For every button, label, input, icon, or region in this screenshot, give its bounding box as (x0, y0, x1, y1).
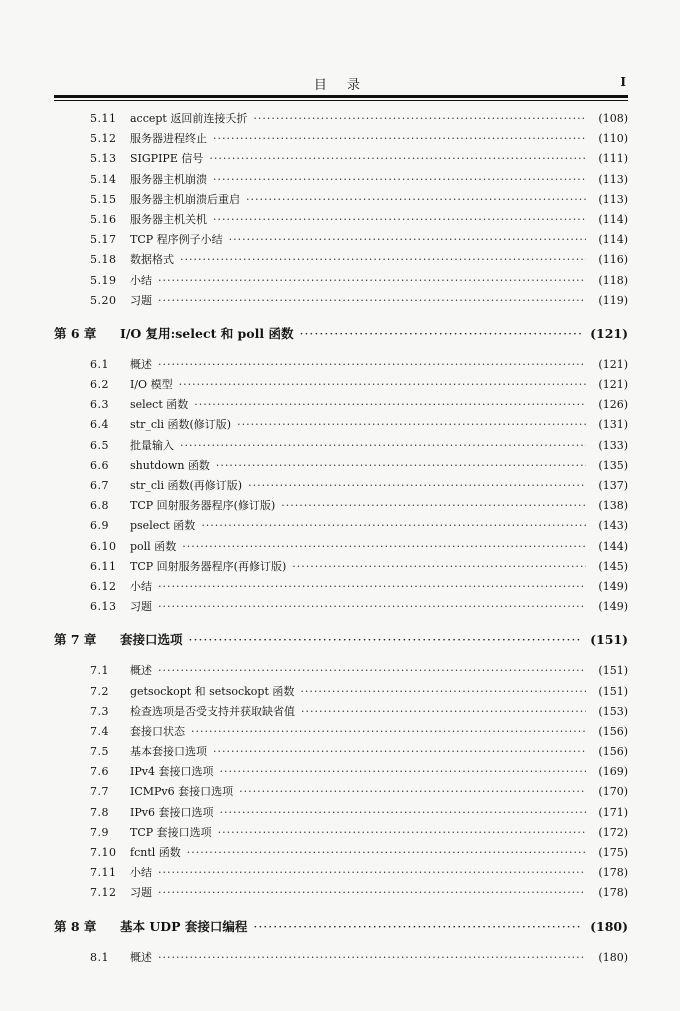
section-title: select 函数 (130, 398, 189, 412)
section-page: (118) (598, 273, 628, 287)
section-page: (180) (598, 950, 628, 964)
toc-section-entry (54, 558, 628, 578)
leader-dots (301, 705, 586, 718)
chapter-title: 基本 UDP 套接口编程 (120, 918, 248, 934)
toc-section-entry (54, 578, 628, 598)
leader-dots (158, 580, 586, 593)
toc-section-entry (54, 864, 628, 884)
leader-dots (179, 378, 586, 391)
section-number: 8.1 (90, 950, 109, 964)
section-number: 7.8 (90, 805, 109, 819)
section-page: (151) (598, 664, 628, 678)
section-page: (137) (598, 479, 628, 492)
section-number: 7.4 (90, 724, 109, 738)
section-page: (151) (598, 684, 628, 698)
toc-section-entry (54, 824, 628, 844)
section-title: 习题 (130, 886, 152, 900)
section-number: 7.2 (90, 684, 109, 698)
section-number: 6.1 (90, 357, 109, 371)
toc-section-entry (54, 497, 628, 517)
section-title: 概述 (130, 664, 152, 678)
leader-dots (180, 253, 586, 266)
section-page: (113) (598, 192, 628, 206)
section-number: 7.1 (90, 664, 109, 678)
section-number: 5.12 (90, 132, 117, 146)
section-number: 5.13 (90, 152, 117, 166)
section-number: 7.5 (90, 745, 109, 759)
section-number: 6.11 (90, 559, 117, 573)
section-title: 小结 (130, 866, 152, 880)
section-number: 5.16 (90, 212, 117, 226)
toc-section-entry (54, 437, 628, 457)
section-title: poll 函数 (130, 539, 177, 553)
section-page: (156) (598, 724, 628, 738)
toc-section-entry (54, 763, 628, 783)
leader-dots (158, 664, 586, 677)
section-title: 套接口状态 (130, 724, 185, 738)
section-number: 6.10 (90, 539, 117, 553)
leader-dots (248, 479, 586, 492)
section-number: 5.17 (90, 233, 117, 247)
leader-dots (300, 685, 586, 698)
section-page: (145) (598, 559, 628, 573)
toc-section-entry (54, 130, 628, 150)
toc-section-entry (54, 356, 628, 376)
toc-section-entry (54, 416, 628, 436)
section-page: (175) (598, 846, 628, 859)
section-page: (172) (598, 825, 628, 839)
leader-dots (191, 725, 586, 738)
section-page: (153) (598, 704, 628, 718)
chapter-number: 第 8 章 (54, 918, 97, 934)
section-page: (170) (598, 785, 628, 799)
section-number: 5.19 (90, 273, 117, 287)
section-title: accept 返回前连接夭折 (130, 112, 248, 125)
section-title: 服务器主机崩溃 (130, 172, 207, 186)
toc-chapter-entry (54, 324, 628, 344)
leader-dots (158, 358, 586, 371)
toc-chapter-entry (54, 630, 628, 650)
section-title: TCP 回射服务器程序(再修订版) (130, 559, 287, 573)
leader-dots (213, 745, 586, 758)
section-page: (111) (598, 152, 628, 166)
section-title: shutdown 函数 (130, 458, 210, 472)
leader-dots (158, 886, 586, 899)
chapter-title: I/O 复用:select 和 poll 函数 (120, 325, 294, 341)
leader-dots (216, 459, 586, 472)
section-page: (143) (598, 519, 628, 533)
section-title: 习题 (130, 600, 152, 614)
section-title: 基本套接口选项 (130, 745, 207, 759)
leader-dots (158, 274, 586, 287)
page-number: I (620, 75, 626, 89)
leader-dots (201, 519, 586, 532)
section-title: 小结 (130, 579, 152, 593)
leader-dots (253, 919, 582, 934)
toc-section-entry (54, 517, 628, 537)
chapter-number: 第 6 章 (54, 325, 97, 341)
toc-section-entry (54, 396, 628, 416)
section-page: (178) (598, 886, 628, 900)
leader-dots (194, 398, 586, 411)
section-title: 服务器主机崩溃后重启 (130, 192, 240, 206)
section-title: 数据格式 (130, 253, 174, 267)
section-number: 5.15 (90, 192, 117, 206)
toc-section-entry (54, 292, 628, 312)
section-page: (149) (598, 600, 628, 614)
section-number: 6.8 (90, 499, 109, 513)
leader-dots (281, 499, 586, 512)
toc-section-entry (54, 231, 628, 251)
section-page: (178) (598, 866, 628, 880)
toc-section-entry (54, 804, 628, 824)
section-page: (169) (598, 765, 628, 779)
section-number: 7.7 (90, 785, 109, 799)
toc-section-entry (54, 743, 628, 763)
section-number: 7.3 (90, 704, 109, 718)
section-title: SIGPIPE 信号 (130, 152, 204, 166)
section-page: (108) (598, 112, 628, 125)
section-number: 6.13 (90, 600, 117, 614)
leader-dots (237, 418, 586, 431)
section-title: getsockopt 和 setsockopt 函数 (130, 684, 295, 698)
section-page: (114) (598, 233, 628, 247)
section-title: 小结 (130, 273, 152, 287)
leader-dots (219, 765, 586, 778)
section-title: 检查选项是否受支持并获取缺省值 (130, 704, 295, 718)
leader-dots (219, 806, 586, 819)
section-title: 批量输入 (130, 438, 174, 452)
toc-section-entry (54, 538, 628, 558)
leader-dots (218, 826, 586, 839)
section-page: (156) (598, 745, 628, 759)
section-title: IPv4 套接口选项 (130, 765, 214, 779)
chapter-page: (121) (590, 325, 628, 341)
leader-dots (246, 193, 586, 206)
section-page: (113) (598, 172, 628, 186)
section-number: 7.11 (90, 866, 117, 880)
leader-dots (158, 294, 586, 307)
leader-dots (158, 866, 586, 879)
section-page: (126) (598, 398, 628, 412)
section-page: (135) (598, 458, 628, 472)
section-page: (149) (598, 579, 628, 593)
toc-section-entry (54, 844, 628, 864)
section-number: 6.12 (90, 579, 117, 593)
section-page: (119) (598, 293, 628, 307)
section-title: IPv6 套接口选项 (130, 805, 214, 819)
section-title: 概述 (130, 357, 152, 371)
leader-dots (213, 132, 586, 145)
section-title: pselect 函数 (130, 519, 196, 533)
toc-section-entry (54, 477, 628, 497)
section-number: 5.20 (90, 293, 117, 307)
leader-dots (292, 560, 586, 573)
section-number: 5.18 (90, 253, 117, 267)
leader-dots (229, 233, 586, 246)
header-rule-thick (54, 95, 628, 98)
section-page: (116) (598, 253, 628, 267)
toc-section-entry (54, 598, 628, 618)
section-title: fcntl 函数 (130, 846, 181, 859)
toc-section-entry (54, 110, 628, 130)
toc-section-entry (54, 949, 628, 969)
leader-dots (239, 785, 586, 798)
section-title: TCP 套接口选项 (130, 825, 212, 839)
section-page: (114) (598, 212, 628, 226)
toc-section-entry (54, 662, 628, 682)
section-number: 6.6 (90, 458, 109, 472)
toc-section-entry (54, 251, 628, 271)
section-number: 7.12 (90, 886, 117, 900)
leader-dots (182, 540, 586, 553)
section-number: 5.14 (90, 172, 117, 186)
section-title: TCP 程序例子小结 (130, 233, 223, 247)
leader-dots (209, 152, 586, 165)
toc-section-entry (54, 272, 628, 292)
page-header (54, 74, 628, 94)
leader-dots (299, 326, 582, 341)
toc-section-entry (54, 783, 628, 803)
leader-dots (158, 951, 586, 964)
section-page: (171) (598, 805, 628, 819)
section-page: (144) (598, 539, 628, 553)
section-number: 5.11 (90, 112, 117, 125)
table-of-contents (54, 110, 628, 969)
leader-dots (187, 846, 586, 859)
chapter-number: 第 7 章 (54, 632, 97, 648)
section-number: 6.7 (90, 479, 109, 492)
toc-section-entry (54, 723, 628, 743)
leader-dots (189, 632, 582, 647)
section-page: (131) (598, 418, 628, 432)
section-number: 6.9 (90, 519, 109, 533)
header-rule-thin (54, 100, 628, 101)
toc-section-entry (54, 884, 628, 904)
section-title: 习题 (130, 293, 152, 307)
leader-dots (158, 600, 586, 613)
section-number: 6.2 (90, 378, 109, 392)
section-page: (138) (598, 499, 628, 513)
section-number: 7.6 (90, 765, 109, 779)
section-page: (121) (598, 378, 628, 392)
section-number: 6.3 (90, 398, 109, 412)
section-title: 服务器主机关机 (130, 212, 207, 226)
section-number: 6.5 (90, 438, 109, 452)
section-title: str_cli 函数(修订版) (130, 418, 232, 432)
section-number: 6.4 (90, 418, 109, 432)
chapter-page: (180) (590, 918, 628, 934)
toc-section-entry (54, 150, 628, 170)
section-page: (110) (598, 132, 628, 146)
leader-dots (213, 173, 586, 186)
toc-section-entry (54, 171, 628, 191)
chapter-page: (151) (590, 632, 628, 648)
section-title: 服务器进程终止 (130, 132, 207, 146)
chapter-title: 套接口选项 (120, 632, 183, 648)
section-title: ICMPv6 套接口选项 (130, 785, 234, 799)
section-page: (121) (598, 357, 628, 371)
leader-dots (253, 112, 586, 125)
section-number: 7.10 (90, 846, 117, 859)
toc-section-entry (54, 211, 628, 231)
section-number: 7.9 (90, 825, 109, 839)
section-title: TCP 回射服务器程序(修订版) (130, 499, 276, 513)
section-title: 概述 (130, 950, 152, 964)
section-title: str_cli 函数(再修订版) (130, 479, 243, 492)
section-title: I/O 模型 (130, 378, 173, 392)
section-page: (133) (598, 438, 628, 452)
toc-section-entry (54, 191, 628, 211)
page-title: 目 录 (313, 78, 369, 93)
toc-section-entry (54, 376, 628, 396)
leader-dots (180, 439, 586, 452)
toc-section-entry (54, 703, 628, 723)
toc-section-entry (54, 683, 628, 703)
toc-section-entry (54, 457, 628, 477)
leader-dots (213, 213, 586, 226)
toc-chapter-entry (54, 917, 628, 937)
